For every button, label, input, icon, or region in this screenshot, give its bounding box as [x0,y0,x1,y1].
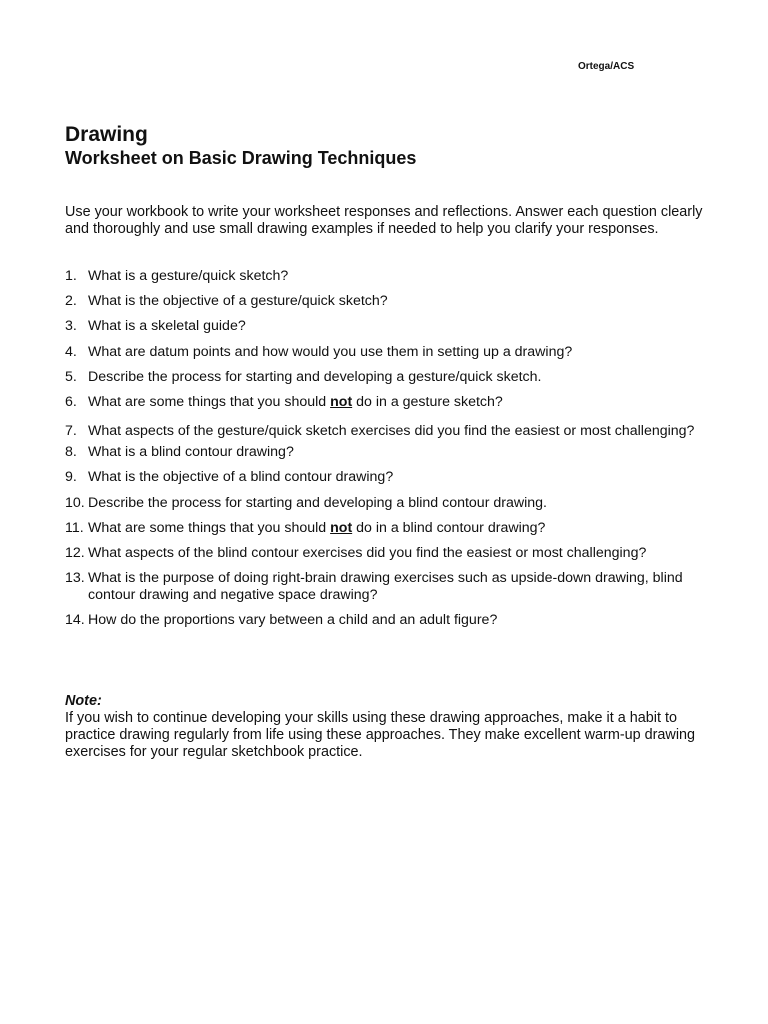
document-title: Drawing [65,123,148,146]
question-item [65,369,715,386]
author-header: Ortega/ACS [578,61,635,72]
question-text-after: do in a gesture sketch? [352,393,503,410]
question-number: 12. [65,544,85,561]
question-text: What is the objective of a blind contour drawing? [88,469,394,486]
question-item [65,419,715,444]
question-text: Describe the process for starting and developing a gesture/quick sketch. [88,368,542,385]
emphasis-not: not [330,393,353,410]
question-text: What is the objective of a gesture/quick sketch? [88,293,388,310]
question-text: What are datum points and how would you use them in setting up a drawing? [88,343,573,360]
note-label: Note: [65,693,102,709]
question-text-before: What are some things that you should [88,393,331,410]
question-item [65,545,715,562]
question-item [65,344,715,361]
question-item [65,268,715,285]
question-number: 10. [65,494,85,511]
question-item [65,318,715,335]
question-item [65,469,715,486]
document-subtitle: Worksheet on Basic Drawing Techniques [65,148,417,168]
question-number: 1. [65,268,77,284]
question-text: How do the proportions vary between a child and an adult figure? [88,612,498,629]
note-section [65,693,715,761]
question-text: What aspects of the blind contour exercises did you find the easiest or most challenging? [88,544,647,561]
question-text: What is a skeletal guide? [88,318,246,335]
question-item [65,444,715,461]
question-number: 4. [65,343,77,360]
question-number: 9. [65,469,77,486]
question-text: Describe the process for starting and developing a blind contour drawing. [88,494,547,511]
question-text: What is a blind contour drawing? [88,444,294,461]
question-number: 3. [65,318,77,335]
question-text: What is the purpose of doing right-brain drawing exercises such as upside-down drawing, blind contour drawing and negative space drawing? [88,570,683,604]
question-item [65,612,715,629]
question-list [65,268,715,637]
question-text: What is a gesture/quick sketch? [88,268,289,284]
question-number: 7. [65,423,77,440]
intro-paragraph: Use your workbook to write your worksheet responses and reflections. Answer each question clearly and thoroughly and use small drawing examples if needed to help you clarify your responses. [65,204,703,237]
note-text: If you wish to continue developing your skills using these drawing approaches, make it a habit to practice drawing regularly from life using these approaches. They make excellent warm-up drawing exercises for your regular sketchbook practice. [65,710,696,760]
question-text-after: do in a blind contour drawing? [352,519,546,536]
emphasis-not: not [330,519,353,536]
question-text-before: What are some things that you should [88,519,331,536]
question-number: 14. [65,612,85,629]
question-number: 5. [65,368,77,385]
question-item [65,520,715,537]
question-item [65,394,715,411]
question-text [88,520,715,537]
question-number: 2. [65,293,77,310]
question-number: 6. [65,393,77,410]
question-number: 8. [65,444,77,461]
question-number: 11. [65,519,84,536]
question-item [65,495,715,512]
question-number: 13. [65,570,85,587]
question-item [65,570,715,604]
question-item [65,293,715,310]
title-block [65,123,715,169]
question-text: What aspects of the gesture/quick sketch exercises did you find the easiest or most challenging? [88,423,695,440]
question-text [88,394,715,411]
